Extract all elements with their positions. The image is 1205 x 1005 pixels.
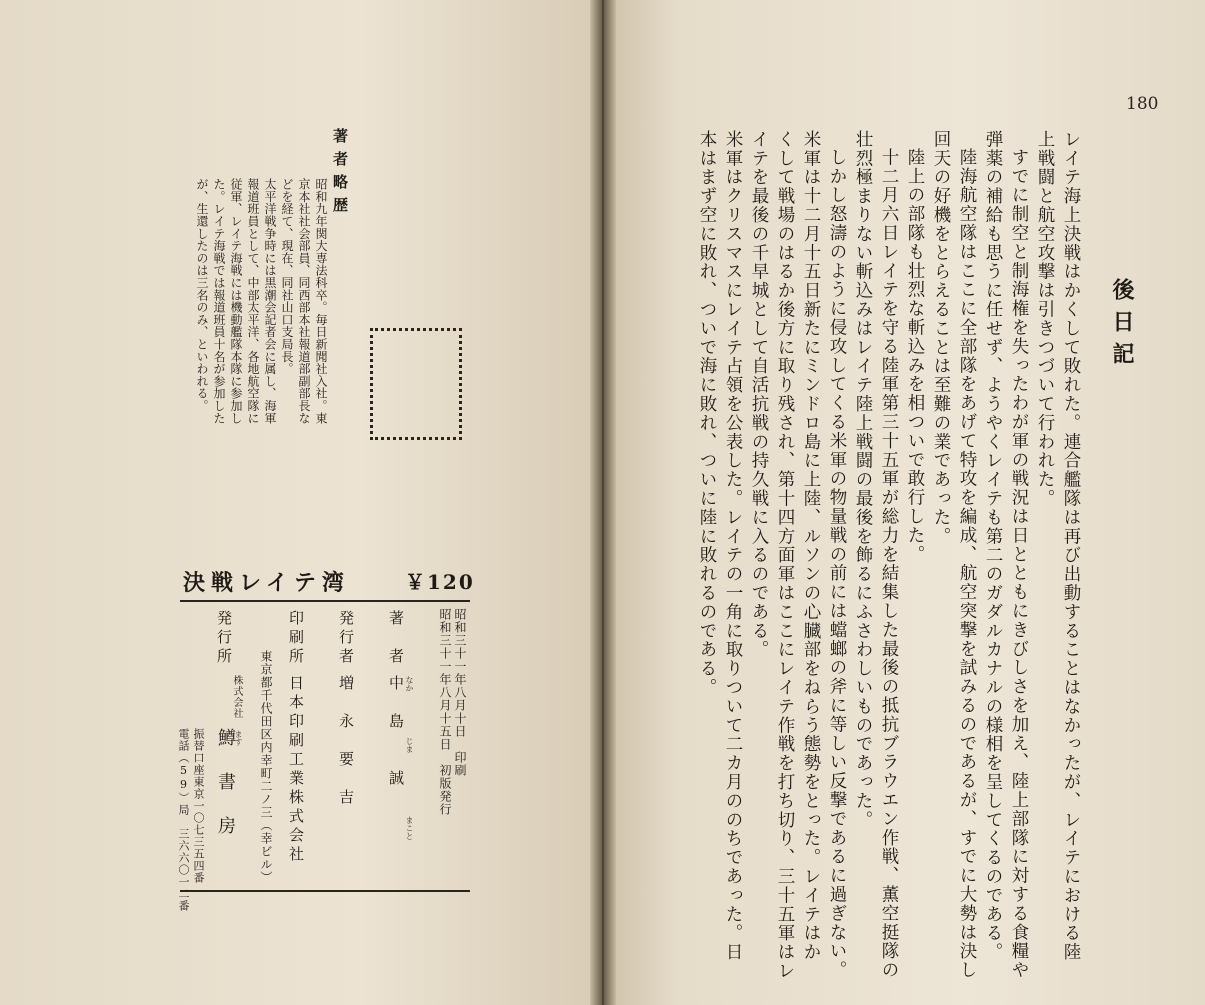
body-text-line: すでに制空と制海権を失ったわが軍の戦況は日とともにきびしさを加え、陸上部隊に対する食糧や: [1009, 148, 1029, 980]
furikae-account: 振替口座東京一〇七三五四番: [192, 728, 205, 884]
bio-heading: 著者略歴: [331, 128, 349, 220]
page-number: 180: [1126, 94, 1159, 114]
body-text-line: 陸上の部隊も壮烈な斬込みを相ついで敢行した。: [905, 148, 925, 564]
bio-line: 太平洋戦争時には黒潮会記者会に属し、海軍: [263, 178, 277, 424]
company-ruby: ます: [234, 730, 243, 746]
bio-line: 昭和九年関大専法科卒。毎日新聞社入社。東: [314, 178, 328, 424]
book-title: 決戦レイテ湾: [183, 570, 350, 596]
bio-line: 京本社社会部員、同西部本社報道部副部長な: [297, 178, 311, 424]
author-name: 中 島 誠: [387, 675, 405, 789]
price: ￥120: [405, 570, 475, 594]
body-text-line: 十二月六日レイテを守る陸軍第三十五軍が総力を結集した最後の抵抗ブラウエン作戦、薫空挺隊の: [879, 148, 899, 980]
body-text-line: イテを最後の千早城として自活抗戦の持久戦に入るのである。: [749, 130, 769, 660]
bio-line: 報道班員として、中部太平洋、各地航空隊に: [246, 178, 260, 424]
printer-name: 日本印刷工業株式会社: [287, 675, 305, 865]
bio-line: どを経て、現在、同社山口支局長。: [280, 178, 294, 375]
body-text-line: くして戦場のはるか後方に取り残され、第十四方面軍はここにレイテ作戦を打ち切り、三十五軍はレ: [775, 130, 795, 981]
publish-date: 昭和三十一年八月十五日 初版発行: [438, 608, 452, 816]
publisher-person: 増 永 要 吉: [337, 675, 355, 808]
body-text-line: 米軍は十二月十五日新たにミンドロ島に上陸、ルソンの心臓部をねらう態勢をとった。レイテはか: [801, 130, 821, 962]
bio-line: が、生還したのは三名のみ、といわれる。: [195, 178, 209, 412]
body-text-line: 壮烈極まりない斬込みはレイテ陸上戦闘の最後を飾るにふさわしいものであった。: [853, 130, 873, 830]
author-ruby: まこと: [405, 816, 414, 840]
author-ruby: なか: [405, 676, 414, 692]
address: 東京都千代田区内幸町二ノ三（幸ビル）: [259, 650, 273, 884]
publisher-person-label: 発行者: [337, 610, 355, 667]
body-text-line: 本はまず空に敗れ、ついで海に敗れ、ついに陸に敗れるのである。: [697, 130, 717, 697]
body-text-line: 上戦闘と航空攻撃は引きつづいて行われた。: [1035, 130, 1055, 508]
body-text-line: レイテ海上決戦はかくして敗れた。連合艦隊は再び出動することはなかったが、レイテにおける陸: [1061, 130, 1081, 962]
publisher-label: 発行所: [215, 610, 233, 667]
body-text-line: 米軍はクリスマスにレイテ占領を公表した。レイテの一角に取りついて二カ月ののちであった。日: [723, 130, 743, 962]
author-ruby: じま: [405, 737, 414, 753]
seal-stamp-box: [370, 328, 462, 440]
section-title: 後日記: [1109, 278, 1135, 374]
author-label: 著 者: [387, 610, 405, 667]
body-text-line: 弾薬の補給も思うに任せず、ようやくレイテも第二のガダルカナルの様相を呈してくるのである。: [983, 130, 1003, 962]
bio-line: 従軍、レイテ海戦には機動艦隊本隊に参加し: [229, 178, 243, 424]
phone-number: 電話（59）局 三六六〇一二番: [177, 728, 190, 912]
colophon-rule: [180, 890, 470, 892]
printer-label: 印刷所: [287, 610, 305, 667]
body-text-line: しかし怒濤のように侵攻してくる米軍の物量戦の前には蟷螂の斧に等しい反撃であるに過ぎない。: [827, 148, 847, 980]
colophon-rule: [180, 600, 470, 602]
body-text-line: 陸海航空隊はここに全部隊をあげて特攻を編成、航空突撃を試みるのであるが、すでに大勢は決し: [957, 148, 977, 980]
print-date: 昭和三十一年八月十日 印刷: [453, 608, 467, 777]
body-text-line: 回天の好機をとらえることは至難の業であった。: [931, 130, 951, 546]
book-gutter: [590, 0, 616, 1005]
company-name: 鱒 書 房: [215, 728, 236, 838]
bio-line: た。レイテ海戦では報道班員十名が参加した: [212, 178, 226, 424]
company-type: 株式会社: [231, 675, 242, 719]
